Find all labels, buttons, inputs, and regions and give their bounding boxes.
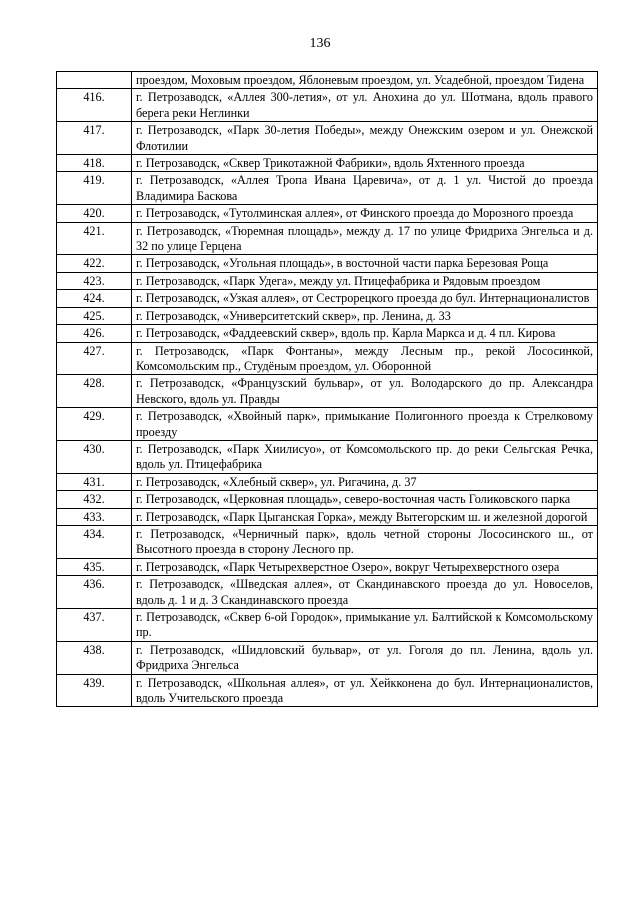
table-row [57, 272, 598, 289]
row-description: г. Петрозаводск, «Тюремная площадь», между д. 17 по улице Фридриха Энгельса и д. 32 по улице Герцена [132, 222, 598, 255]
row-number: 439. [57, 674, 132, 707]
row-number: 424. [57, 290, 132, 307]
row-description: г. Петрозаводск, «Парк Удега», между ул. Птицефабрика и Рядовым проездом [132, 272, 598, 289]
row-description: г. Петрозаводск, «Шидловский бульвар», от ул. Гоголя до пл. Ленина, вдоль ул. Фридриха Энгельса [132, 641, 598, 674]
row-number: 426. [57, 325, 132, 342]
table-row [57, 72, 598, 89]
row-number: 416. [57, 89, 132, 122]
row-description: г. Петрозаводск, «Угольная площадь», в восточной части парка Березовая Роща [132, 255, 598, 272]
table-row [57, 205, 598, 222]
row-description: г. Петрозаводск, «Хлебный сквер», ул. Ригачина, д. 37 [132, 473, 598, 490]
row-number: 432. [57, 491, 132, 508]
page-number: 136 [309, 36, 331, 51]
row-number: 417. [57, 122, 132, 155]
row-description: г. Петрозаводск, «Черничный парк», вдоль четной стороны Лососинского ш., от Высотного проезда в сторону Лесного пр. [132, 525, 598, 558]
row-number: 437. [57, 609, 132, 642]
row-number: 420. [57, 205, 132, 222]
row-description: г. Петрозаводск, «Университетский сквер», пр. Ленина, д. 33 [132, 307, 598, 324]
table-row [57, 172, 598, 205]
table-row [57, 89, 598, 122]
table-row [57, 576, 598, 609]
table-body [57, 72, 598, 707]
table-row [57, 674, 598, 707]
objects-table [56, 71, 598, 707]
row-number [57, 72, 132, 89]
row-description: г. Петрозаводск, «Фаддеевский сквер», вдоль пр. Карла Маркса и д. 4 пл. Кирова [132, 325, 598, 342]
table-row [57, 255, 598, 272]
row-description: г. Петрозаводск, «Узкая аллея», от Сестрорецкого проезда до бул. Интернационалистов [132, 290, 598, 307]
row-description: г. Петрозаводск, «Парк Фонтаны», между Лесным пр., рекой Лососинкой, Комсомольским пр., Студёным проездом, ул. Оборонной [132, 342, 598, 375]
row-description: г. Петрозаводск, «Аллея 300-летия», от ул. Анохина до ул. Шотмана, вдоль правого берега реки Неглинки [132, 89, 598, 122]
table-row [57, 558, 598, 575]
table-row [57, 408, 598, 441]
row-description: г. Петрозаводск, «Парк Хиилисуо», от Комсомольского пр. до реки Сельгская Речка, вдоль ул. Птицефабрика [132, 440, 598, 473]
row-number: 430. [57, 440, 132, 473]
table-row [57, 525, 598, 558]
row-description: г. Петрозаводск, «Аллея Тропа Ивана Царевича», от д. 1 ул. Чистой до проезда Владимира Баскова [132, 172, 598, 205]
row-description: г. Петрозаводск, «Парк Цыганская Горка», между Вытегорским ш. и железной дорогой [132, 508, 598, 525]
table-row [57, 440, 598, 473]
row-description: г. Петрозаводск, «Шведская аллея», от Скандинавского проезда до ул. Новоселов, вдоль д. 1 и д. 3 Скандинавского проезда [132, 576, 598, 609]
row-number: 425. [57, 307, 132, 324]
row-description: г. Петрозаводск, «Хвойный парк», примыкание Полигонного проезда к Стрелковому проезду [132, 408, 598, 441]
row-number: 431. [57, 473, 132, 490]
table-row [57, 222, 598, 255]
row-description: проездом, Моховым проездом, Яблоневым проездом, ул. Усадебной, проездом Тидена [132, 72, 598, 89]
row-number: 423. [57, 272, 132, 289]
table-row [57, 290, 598, 307]
row-number: 435. [57, 558, 132, 575]
row-description: г. Петрозаводск, «Французский бульвар», от ул. Володарского до пр. Александра Невского, вдоль ул. Правды [132, 375, 598, 408]
row-number: 433. [57, 508, 132, 525]
row-description: г. Петрозаводск, «Сквер Трикотажной Фабрики», вдоль Яхтенного проезда [132, 155, 598, 172]
row-description: г. Петрозаводск, «Школьная аллея», от ул. Хейкконена до бул. Интернационалистов, вдоль Учительского проезда [132, 674, 598, 707]
row-number: 421. [57, 222, 132, 255]
table-row [57, 508, 598, 525]
table-row [57, 641, 598, 674]
row-number: 422. [57, 255, 132, 272]
row-number: 419. [57, 172, 132, 205]
row-number: 434. [57, 525, 132, 558]
row-number: 427. [57, 342, 132, 375]
table-row [57, 473, 598, 490]
row-number: 418. [57, 155, 132, 172]
row-description: г. Петрозаводск, «Парк Четырехверстное Озеро», вокруг Четырехверстного озера [132, 558, 598, 575]
row-number: 428. [57, 375, 132, 408]
table-row [57, 155, 598, 172]
table-row [57, 491, 598, 508]
row-description: г. Петрозаводск, «Сквер 6-ой Городок», примыкание ул. Балтийской к Комсомольскому пр. [132, 609, 598, 642]
row-number: 438. [57, 641, 132, 674]
table-row [57, 375, 598, 408]
table-row [57, 609, 598, 642]
table-row [57, 342, 598, 375]
table-row [57, 122, 598, 155]
row-description: г. Петрозаводск, «Тутолминская аллея», от Финского проезда до Морозного проезда [132, 205, 598, 222]
row-number: 429. [57, 408, 132, 441]
row-description: г. Петрозаводск, «Парк 30-летия Победы», между Онежским озером и ул. Онежской Флотилии [132, 122, 598, 155]
table-row [57, 325, 598, 342]
row-number: 436. [57, 576, 132, 609]
table-row [57, 307, 598, 324]
row-description: г. Петрозаводск, «Церковная площадь», северо-восточная часть Голиковского парка [132, 491, 598, 508]
